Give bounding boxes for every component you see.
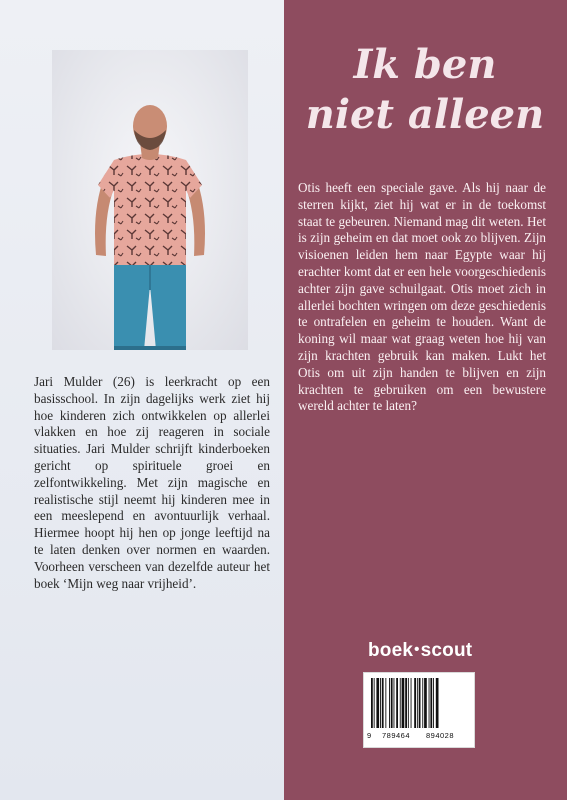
book-title-line2: niet alleen [305, 91, 545, 138]
barcode-bar [419, 678, 421, 728]
publisher-logo-part1: boek [368, 640, 414, 661]
barcode-bar [429, 678, 430, 728]
barcode-bar [374, 678, 375, 728]
barcode-bar [414, 678, 416, 728]
book-title [300, 40, 550, 140]
publisher-logo-part2: scout [420, 640, 473, 661]
barcode-bar [396, 678, 398, 728]
barcode-bar [422, 678, 423, 728]
author-photo [52, 50, 248, 350]
publisher-logo [368, 640, 478, 666]
barcode-bar [433, 678, 434, 728]
barcode-bar [411, 678, 412, 728]
author-bio: Jari Mulder (26) is leerkracht op een basisschool. In zijn dagelijks werk ziet hij hoe kinderen zich ontwikkelen op allerlei vlakken en hoe zij reageren in sociale situaties. Jari Mulder schrijft kinderboeken gericht op spirituele groei en zelfontwikkeling. Met zijn magische en realistische stijl neemt hij kinderen mee in een meeslepend en avontuurlijk verhaal. Hiermee hoopt hij hen op jonge leeftijd na te laten denken over normen en waarden. Voorheen verscheen van dezelfde auteur het boek ‘Mijn weg naar vrijheid’. [34, 374, 270, 591]
barcode-bar [408, 678, 409, 728]
book-title-line1: Ik ben [353, 41, 497, 88]
barcode-bar [405, 678, 407, 728]
barcode-bar [424, 678, 427, 728]
book-blurb: Otis heeft een speciale gave. Als hij naar de sterren kijkt, ziet hij wat er in de toekomst staat te gebeuren. Niemand mag dit weten. Het is zijn geheim en dat moet ook zo blijven. Zijn visioenen leiden hem naar Egypte waar hij erachter komt dat er een hele voorgeschiedenis achter zijn gave schuilgaat. Otis moet zich in allerlei bochten wringen om deze geschiedenis te ontrafelen en geheim te houden. Want de koning wil maar wat graag weten hoe hij van zijn krachten gebruik kan maken. Lukt het Otis om uit zijn handen te blijven en zijn krachten te gebruiken om een bewustere wereld achter te laten? [298, 180, 546, 414]
publisher-logo-dot: • [414, 641, 420, 658]
barcode-bars [370, 678, 470, 728]
barcode-bar [402, 678, 405, 728]
barcode-bar [417, 678, 418, 728]
isbn-barcode [363, 672, 475, 748]
barcode-bar [380, 678, 381, 728]
barcode-bar [436, 678, 439, 728]
barcode-bar [400, 678, 401, 728]
barcode-bar [376, 678, 379, 728]
barcode-bar [385, 678, 386, 728]
barcode-bar [391, 678, 393, 728]
barcode-bar [430, 678, 432, 728]
isbn-group2: 894028 [426, 731, 455, 740]
barcode-bar [371, 678, 373, 728]
barcode-bar [389, 678, 390, 728]
isbn-prefix: 9 [367, 731, 372, 740]
author-photo-illustration [52, 50, 248, 350]
barcode-bar [382, 678, 384, 728]
isbn-group1: 789464 [382, 731, 411, 740]
barcode-bar [394, 678, 395, 728]
